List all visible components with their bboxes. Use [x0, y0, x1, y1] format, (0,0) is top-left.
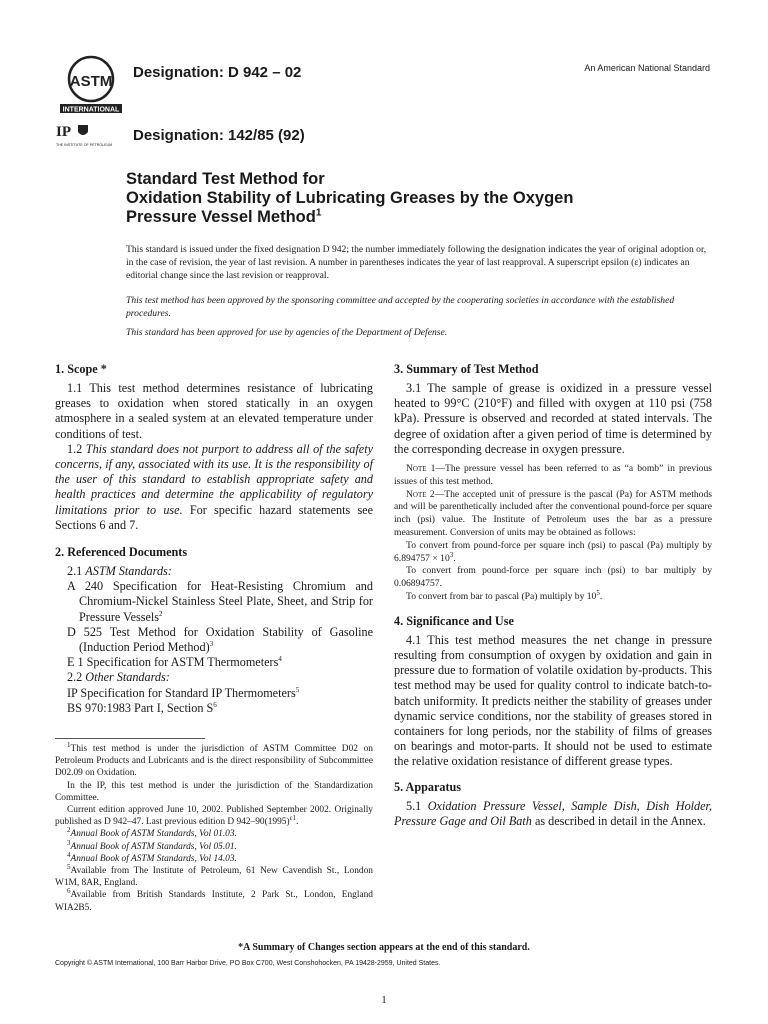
reference-item: BS 970:1983 Part I, Section $S^6$ — [67, 700, 217, 715]
reference-item: D 525 Test Method for Oxidation Stability of Gasoline (Induction Period Method)$^3$ — [67, 624, 373, 655]
section-heading-significance: 4. Significance and Use — [394, 613, 514, 628]
section-heading-references: 2. Referenced Documents — [55, 545, 188, 560]
dod-notice: This standard has been approved for use by agencies of the Department of Defense. — [126, 327, 448, 338]
note-1: Note 1—The pressure vessel has been referred to as “a bomb” in previous issues of this test method. — [394, 463, 713, 487]
conversion-psi-bar: To convert from pound-force per square inch (psi) to bar multiply by 0.06894757. — [394, 565, 712, 590]
conversion-bar-pa: To convert from bar to pascal (Pa) multiply by $10^5$. — [406, 588, 603, 602]
ip-logo-icon — [56, 122, 113, 162]
page-number: 1 — [381, 994, 387, 1006]
paragraph-4-1: 4.1 This test method measures the net change in pressure resulting from consumption of oxygen by oxidation and gain in pressure due to formation of volatile oxidation by-products. This test method may be used for quality control to indicate batch-to-batch uniformity. It predicts neither the stability of greases under dynamic service conditions, nor the stability of greases stored in containers for long periods, nor the stability of films of greases on bearings and motor-parts. It should not be used to estimate the relative oxidation resistance of different grease types. — [394, 632, 712, 769]
astm-standards-subhead: 2.1 ASTM Standards: — [67, 564, 172, 579]
footnote-5: $^5$Available from The Institute of Petroleum, 61 New Cavendish St., London W1M, 8AR, England. — [55, 862, 373, 889]
paragraph-1-1: 1.1 This test method determines resistance of lubricating greases to oxidation when stored statically in an oxygen atmosphere in a sealed system at an elevated temperature under conditions of test. — [55, 381, 373, 441]
designation-primary: Designation: D 942 – 02 — [133, 64, 302, 81]
paragraph-5-1: 5.1 Oxidation Pressure Vessel, Sample Dish, Dish Holder, Pressure Gage and Oil Bath as described in detail in the Annex. — [394, 798, 712, 828]
svg-text:THE INSTITUTE OF PETROLEUM: THE INSTITUTE OF PETROLEUM — [56, 143, 113, 147]
summary-of-changes-note: *A Summary of Changes section appears at the end of this standard. — [238, 942, 530, 953]
issuance-notice: This standard is issued under the fixed designation D 942; the number immediately following the designation indicates the year of original adoption or, in the case of revision, the year of last revision. A number in parentheses indicates the year of last reapproval. A superscript epsilon (ε) indicates an editorial change since the last revision or reapproval. — [126, 244, 707, 281]
hazard-reference: For specific hazard statements see Sections 6 and 7. — [55, 502, 374, 532]
astm-logo-icon — [60, 52, 122, 114]
section-heading-apparatus: 5. Apparatus — [394, 779, 462, 794]
right-column — [394, 362, 712, 829]
svg-text:ASTM: ASTM — [69, 73, 113, 90]
left-column — [55, 362, 373, 716]
title-line-2: Oxidation Stability of Lubricating Greases by the Oxygen — [126, 189, 574, 207]
conversion-psi-pa: To convert from pound-force per square inch (psi) to pascal (Pa) multiply by $6.894757 \times 10^3$. — [394, 539, 712, 564]
standard-type: An American National Standard — [584, 63, 710, 73]
reference-item: IP Specification for Standard IP Thermometers$^5$ — [67, 685, 300, 700]
note-2: Note 2—The accepted unit of pressure is the pascal (Pa) for ASTM methods and will be parenthetically included after the conventional pound-force per square inch (psi) value. The Institute of Petroleum uses the bar as a pressure measurement. Conversion of units may be obtained as follows: — [394, 488, 712, 538]
paragraph-3-1: 3.1 The sample of grease is oxidized in a pressure vessel heated to 99°C (210°F) and filled with oxygen at 110 psi (758 kPa). Pressure is observed and recorded at stated intervals. The degree of oxidation after a given period of time is determined by the corresponding decrease in oxygen pressure. — [394, 381, 712, 456]
section-heading-scope: 1. Scope * — [55, 362, 107, 376]
title-line-1: Standard Test Method for — [126, 170, 325, 188]
footnotes — [55, 740, 373, 914]
document-title — [126, 170, 686, 227]
footnote-4: $^4$Annual Book of ASTM Standards, Vol 14.03. — [67, 850, 237, 864]
svg-text:INTERNATIONAL: INTERNATIONAL — [62, 106, 120, 114]
safety-caveat: This standard does not purport to address all of the safety concerns, if any, associated with its use. It is the responsibility of the user of this standard to establish appropriate safety and health practices and determine the applicability of regulatory limitations prior to use. — [55, 441, 373, 517]
footnote-1b: In the IP, this test method is under the jurisdiction of the Standardization Committee. — [55, 780, 373, 803]
designation-ip: Designation: 142/85 (92) — [133, 127, 305, 144]
copyright: Copyright © ASTM International, 100 Barr Harbor Drive, PO Box C700, West Conshohocken, PA 19428-2959, United States. — [55, 960, 441, 967]
paragraph-number: 1.2 — [67, 441, 83, 456]
footnote-1: $^1$This test method is under the jurisdiction of ASTM Committee D02 on Petroleum Products and Lubricants and is the direct responsibility of Subcommittee D02.09 on Oxidation. — [55, 740, 373, 779]
other-standards-subhead: 2.2 Other Standards: — [67, 670, 170, 685]
title-footnote-mark: 1 — [315, 207, 322, 219]
footnote-3: $^3$Annual Book of ASTM Standards, Vol 05.01. — [67, 838, 237, 852]
footnote-6: $^6$Available from British Standards Institute, 2 Park St., London, England WIA2B5. — [55, 887, 373, 913]
title-line-3: Pressure Vessel Method — [126, 208, 316, 226]
approval-notice: This test method has been approved by the sponsoring committee and accepted by the cooperating societies in accordance with the established procedures. — [126, 295, 675, 319]
footnote-1c: Current edition approved June 10, 2002. Published September 2002. Originally published as D 942–47. Last previous edition D $942-90(1995)^{\varepsilon 1}$. — [55, 805, 373, 828]
paragraph-1-2 — [55, 442, 373, 533]
section-heading-summary: 3. Summary of Test Method — [394, 362, 539, 376]
reference-item: A 240 Specification for Heat-Resisting Chromium and Chromium-Nickel Stainless Steel Plate, Sheet, and Strip for Pressure Vessels$^2$ — [67, 579, 373, 624]
footnote-2: $^2$Annual Book of ASTM Standards, Vol 01.03. — [67, 826, 237, 840]
footnote-divider — [55, 738, 205, 739]
reference-item: E 1 Specification for ASTM Thermometers$^4$ — [67, 655, 282, 670]
svg-text:IP: IP — [56, 124, 71, 140]
